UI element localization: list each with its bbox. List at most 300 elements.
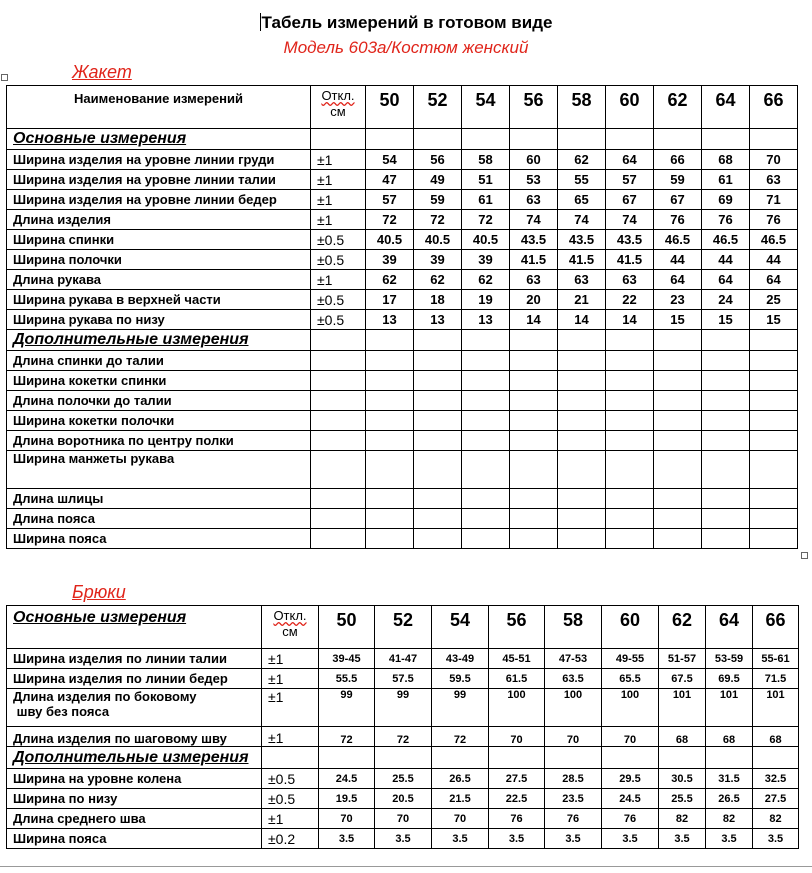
- empty-cell: [366, 431, 414, 451]
- measurement-value: 101: [753, 689, 799, 727]
- empty-cell: [311, 371, 366, 391]
- measurement-value: 44: [750, 250, 798, 270]
- empty-cell: [750, 411, 798, 431]
- measurement-value: 100: [602, 689, 659, 727]
- jacket-section-title: Жакет: [72, 62, 132, 82]
- measurement-value: 19.5: [319, 789, 375, 809]
- empty-cell: [702, 330, 750, 351]
- empty-cell: [606, 129, 654, 150]
- empty-cell: [366, 371, 414, 391]
- measurement-name: Ширина на уровне колена: [7, 769, 262, 789]
- table-row: [7, 190, 798, 210]
- measurement-value: 72: [375, 727, 432, 747]
- measurement-value: 76: [545, 809, 602, 829]
- document-subtitle: Модель 603а/Костюм женский: [283, 38, 529, 57]
- measurement-value: 100: [545, 689, 602, 727]
- measurement-value: 20.5: [375, 789, 432, 809]
- empty-cell: [414, 489, 462, 509]
- measurement-value: 20: [510, 290, 558, 310]
- empty-cell: [414, 330, 462, 351]
- measurement-value: 25: [750, 290, 798, 310]
- measurement-value: 39: [462, 250, 510, 270]
- measurement-name: Ширина манжеты рукава: [7, 451, 311, 489]
- empty-cell: [414, 411, 462, 431]
- empty-cell: [654, 371, 702, 391]
- measurement-value: 65: [558, 190, 606, 210]
- measurement-name: Ширина кокетки полочки: [7, 411, 311, 431]
- measurement-value: 14: [606, 310, 654, 330]
- table-row: [7, 431, 798, 451]
- tolerance-value: ±0.5: [311, 310, 366, 330]
- empty-cell: [366, 489, 414, 509]
- measurement-value: 46.5: [654, 230, 702, 250]
- empty-cell: [414, 351, 462, 371]
- measurement-value: 3.5: [659, 829, 706, 849]
- empty-cell: [558, 371, 606, 391]
- empty-cell: [702, 451, 750, 489]
- trousers-measurements-table: [6, 605, 799, 849]
- empty-cell: [311, 391, 366, 411]
- measurement-name: Длина воротника по центру полки: [7, 431, 311, 451]
- measurement-value: 13: [414, 310, 462, 330]
- size-header: 60: [602, 606, 659, 649]
- measurement-value: 3.5: [706, 829, 753, 849]
- size-header: 50: [319, 606, 375, 649]
- empty-cell: [311, 509, 366, 529]
- empty-cell: [366, 351, 414, 371]
- measurement-value: 54: [366, 150, 414, 170]
- empty-cell: [414, 509, 462, 529]
- measurement-value: 14: [510, 310, 558, 330]
- empty-cell: [750, 509, 798, 529]
- measurement-value: 59: [414, 190, 462, 210]
- measurement-value: 3.5: [432, 829, 489, 849]
- table-move-handle[interactable]: [1, 74, 8, 81]
- measurement-value: 71.5: [753, 669, 799, 689]
- size-header: 62: [654, 86, 702, 129]
- empty-cell: [311, 411, 366, 431]
- measurement-name: Длина рукава: [7, 270, 311, 290]
- table-row: [7, 150, 798, 170]
- tolerance-value: ±0.5: [262, 789, 319, 809]
- measurement-value: 69.5: [706, 669, 753, 689]
- empty-cell: [750, 451, 798, 489]
- tolerance-header-label: Откл.: [273, 608, 307, 623]
- measurement-value: 61: [702, 170, 750, 190]
- measurement-value: 64: [606, 150, 654, 170]
- empty-cell: [654, 351, 702, 371]
- empty-cell: [606, 351, 654, 371]
- empty-cell: [545, 747, 602, 769]
- measurement-value: 13: [462, 310, 510, 330]
- measurement-value: 82: [659, 809, 706, 829]
- measurement-value: 62: [558, 150, 606, 170]
- measurement-value: 41.5: [606, 250, 654, 270]
- table-row: [7, 529, 798, 549]
- measurement-value: 41.5: [510, 250, 558, 270]
- measurement-value: 3.5: [375, 829, 432, 849]
- measurement-value: 62: [462, 270, 510, 290]
- measurement-value: 68: [706, 727, 753, 747]
- measurement-value: 70: [545, 727, 602, 747]
- header-measurement-name: Наименование измерений: [7, 86, 311, 129]
- measurement-value: 63.5: [545, 669, 602, 689]
- empty-cell: [702, 129, 750, 150]
- measurement-value: 64: [702, 270, 750, 290]
- measurement-value: 72: [462, 210, 510, 230]
- empty-cell: [366, 509, 414, 529]
- text-cursor: [260, 13, 261, 31]
- measurement-value: 62: [366, 270, 414, 290]
- empty-cell: [311, 129, 366, 150]
- measurement-value: 53: [510, 170, 558, 190]
- tolerance-value: ±1: [311, 150, 366, 170]
- measurement-name: Ширина по низу: [7, 789, 262, 809]
- table-row: [7, 250, 798, 270]
- empty-cell: [558, 529, 606, 549]
- measurement-value: 3.5: [545, 829, 602, 849]
- measurement-value: 25.5: [375, 769, 432, 789]
- table-row: [7, 371, 798, 391]
- empty-cell: [414, 371, 462, 391]
- empty-cell: [462, 371, 510, 391]
- empty-cell: [558, 509, 606, 529]
- empty-cell: [510, 411, 558, 431]
- measurement-name: Ширина пояса: [7, 829, 262, 849]
- measurement-value: 27.5: [753, 789, 799, 809]
- measurement-value: 13: [366, 310, 414, 330]
- empty-cell: [654, 451, 702, 489]
- measurement-name: Длина шлицы: [7, 489, 311, 509]
- tolerance-value: ±1: [262, 727, 319, 747]
- measurement-value: 69: [702, 190, 750, 210]
- empty-cell: [414, 391, 462, 411]
- measurement-value: 82: [706, 809, 753, 829]
- empty-cell: [510, 489, 558, 509]
- measurement-name: Ширина изделия на уровне линии талии: [7, 170, 311, 190]
- measurement-value: 3.5: [602, 829, 659, 849]
- tolerance-value: ±1: [262, 689, 319, 727]
- empty-cell: [510, 451, 558, 489]
- measurement-value: 47: [366, 170, 414, 190]
- main-measurements-heading: Основные измерения: [7, 129, 311, 150]
- measurement-value: 60: [510, 150, 558, 170]
- measurement-value: 68: [659, 727, 706, 747]
- empty-cell: [702, 371, 750, 391]
- empty-cell: [558, 351, 606, 371]
- empty-cell: [606, 330, 654, 351]
- empty-cell: [606, 391, 654, 411]
- empty-cell: [311, 330, 366, 351]
- empty-cell: [558, 489, 606, 509]
- measurement-name: Длина полочки до талии: [7, 391, 311, 411]
- measurement-value: 43-49: [432, 649, 489, 669]
- table-resize-handle[interactable]: [801, 552, 808, 559]
- size-header: 62: [659, 606, 706, 649]
- table-row: [7, 451, 798, 489]
- tolerance-header: [311, 86, 366, 129]
- measurement-name-line1: Длина изделия по боковому: [13, 689, 197, 704]
- table-row: [7, 769, 799, 789]
- empty-cell: [462, 489, 510, 509]
- measurement-value: 64: [654, 270, 702, 290]
- title-text: Табель измерений в готовом виде: [261, 13, 553, 32]
- measurement-name: Ширина кокетки спинки: [7, 371, 311, 391]
- empty-cell: [654, 129, 702, 150]
- measurement-value: 70: [489, 727, 545, 747]
- measurement-value: 27.5: [489, 769, 545, 789]
- empty-cell: [510, 431, 558, 451]
- empty-cell: [750, 489, 798, 509]
- measurement-value: 40.5: [462, 230, 510, 250]
- measurement-value: 55: [558, 170, 606, 190]
- measurement-name: Длина среднего шва: [7, 809, 262, 829]
- tolerance-value: ±1: [262, 649, 319, 669]
- empty-cell: [750, 371, 798, 391]
- measurement-value: 67: [606, 190, 654, 210]
- empty-cell: [462, 509, 510, 529]
- empty-cell: [702, 509, 750, 529]
- tolerance-value: ±1: [262, 669, 319, 689]
- jacket-measurements-table: [6, 85, 798, 549]
- empty-cell: [654, 489, 702, 509]
- empty-cell: [414, 431, 462, 451]
- measurement-value: 21.5: [432, 789, 489, 809]
- empty-cell: [414, 129, 462, 150]
- empty-cell: [462, 451, 510, 489]
- table-row: [7, 270, 798, 290]
- table-row: [7, 351, 798, 371]
- empty-cell: [311, 451, 366, 489]
- empty-cell: [366, 529, 414, 549]
- measurement-value: 46.5: [750, 230, 798, 250]
- measurement-value: 39: [366, 250, 414, 270]
- measurement-value: 23.5: [545, 789, 602, 809]
- measurement-value: 3.5: [319, 829, 375, 849]
- table-row: [7, 649, 799, 669]
- measurement-name: Ширина изделия по линии талии: [7, 649, 262, 669]
- size-header: 56: [510, 86, 558, 129]
- measurement-value: 41-47: [375, 649, 432, 669]
- measurement-value: 24.5: [319, 769, 375, 789]
- measurement-value: 74: [558, 210, 606, 230]
- empty-cell: [606, 431, 654, 451]
- size-header: 54: [462, 86, 510, 129]
- empty-cell: [753, 747, 799, 769]
- measurement-value: 39-45: [319, 649, 375, 669]
- size-header: 66: [750, 86, 798, 129]
- measurement-value: 63: [558, 270, 606, 290]
- table-row: [7, 210, 798, 230]
- measurement-value: 22.5: [489, 789, 545, 809]
- measurement-value: 51: [462, 170, 510, 190]
- empty-cell: [462, 351, 510, 371]
- measurement-value: 40.5: [414, 230, 462, 250]
- empty-cell: [462, 411, 510, 431]
- empty-cell: [750, 391, 798, 411]
- size-header: 50: [366, 86, 414, 129]
- table-row: [7, 809, 799, 829]
- measurement-value: 17: [366, 290, 414, 310]
- table-row: [7, 230, 798, 250]
- empty-cell: [510, 351, 558, 371]
- table-row: [7, 789, 799, 809]
- measurement-value: 100: [489, 689, 545, 727]
- empty-cell: [414, 451, 462, 489]
- empty-cell: [606, 451, 654, 489]
- empty-cell: [702, 411, 750, 431]
- measurement-value: 55.5: [319, 669, 375, 689]
- measurement-value: 67: [654, 190, 702, 210]
- measurement-value: 22: [606, 290, 654, 310]
- empty-cell: [606, 371, 654, 391]
- empty-cell: [366, 129, 414, 150]
- empty-cell: [654, 391, 702, 411]
- tolerance-value: ±0.5: [311, 250, 366, 270]
- measurement-value: 24: [702, 290, 750, 310]
- measurement-value: 43.5: [510, 230, 558, 250]
- measurement-value: 101: [659, 689, 706, 727]
- measurement-value: 61: [462, 190, 510, 210]
- size-header: 64: [706, 606, 753, 649]
- measurement-value: 3.5: [489, 829, 545, 849]
- measurement-value: 72: [432, 727, 489, 747]
- measurement-value: 45-51: [489, 649, 545, 669]
- measurement-name: Длина изделия: [7, 210, 311, 230]
- measurement-value: 63: [510, 190, 558, 210]
- measurement-value: 24.5: [602, 789, 659, 809]
- table-row: [7, 290, 798, 310]
- measurement-value: 44: [702, 250, 750, 270]
- measurement-name: Длина спинки до талии: [7, 351, 311, 371]
- empty-cell: [510, 371, 558, 391]
- table-row: [7, 669, 799, 689]
- measurement-value: 49-55: [602, 649, 659, 669]
- measurement-value: 30.5: [659, 769, 706, 789]
- measurement-value: 46.5: [702, 230, 750, 250]
- page-bottom-border: [0, 866, 812, 867]
- tolerance-value: ±1: [311, 170, 366, 190]
- measurement-value: 76: [602, 809, 659, 829]
- measurement-value: 76: [750, 210, 798, 230]
- tolerance-value: ±1: [311, 190, 366, 210]
- table-row: [7, 310, 798, 330]
- measurement-value: 56: [414, 150, 462, 170]
- measurement-value: 53-59: [706, 649, 753, 669]
- empty-cell: [659, 747, 706, 769]
- measurement-value: 39: [414, 250, 462, 270]
- empty-cell: [462, 391, 510, 411]
- empty-cell: [654, 411, 702, 431]
- tolerance-value: ±0.5: [311, 230, 366, 250]
- table-row: [7, 170, 798, 190]
- empty-cell: [311, 529, 366, 549]
- measurement-value: 51-57: [659, 649, 706, 669]
- empty-cell: [510, 129, 558, 150]
- empty-cell: [462, 129, 510, 150]
- measurement-value: 58: [462, 150, 510, 170]
- empty-cell: [510, 529, 558, 549]
- measurement-value: 28.5: [545, 769, 602, 789]
- measurement-value: 68: [753, 727, 799, 747]
- measurement-value: 32.5: [753, 769, 799, 789]
- measurement-value: 72: [319, 727, 375, 747]
- measurement-name: Ширина изделия по линии бедер: [7, 669, 262, 689]
- tolerance-value: ±0.5: [262, 769, 319, 789]
- measurement-value: 49: [414, 170, 462, 190]
- measurement-value: 57: [366, 190, 414, 210]
- empty-cell: [702, 529, 750, 549]
- empty-cell: [366, 451, 414, 489]
- tolerance-header-unit: см: [282, 624, 298, 639]
- measurement-name: Длина пояса: [7, 509, 311, 529]
- empty-cell: [750, 129, 798, 150]
- measurement-value: 57.5: [375, 669, 432, 689]
- measurement-value: 70: [602, 727, 659, 747]
- measurement-value: 62: [414, 270, 462, 290]
- measurement-value: 65.5: [602, 669, 659, 689]
- empty-cell: [462, 431, 510, 451]
- empty-cell: [558, 129, 606, 150]
- empty-cell: [606, 509, 654, 529]
- empty-cell: [654, 529, 702, 549]
- measurement-value: 70: [319, 809, 375, 829]
- measurement-value: 76: [489, 809, 545, 829]
- measurement-value: 76: [702, 210, 750, 230]
- measurement-value: 70: [375, 809, 432, 829]
- measurement-value: 19: [462, 290, 510, 310]
- measurement-value: 66: [654, 150, 702, 170]
- tolerance-value: ±0.2: [262, 829, 319, 849]
- empty-cell: [558, 411, 606, 431]
- measurement-name: Ширина рукава по низу: [7, 310, 311, 330]
- empty-cell: [311, 431, 366, 451]
- measurement-value: 101: [706, 689, 753, 727]
- measurement-value: 55-61: [753, 649, 799, 669]
- empty-cell: [432, 747, 489, 769]
- measurement-value: 70: [432, 809, 489, 829]
- empty-cell: [702, 431, 750, 451]
- empty-cell: [702, 351, 750, 371]
- extra-measurements-heading: Дополнительные измерения: [7, 330, 311, 351]
- measurement-value: 74: [606, 210, 654, 230]
- empty-cell: [510, 509, 558, 529]
- empty-cell: [750, 330, 798, 351]
- size-header: 64: [702, 86, 750, 129]
- empty-cell: [558, 330, 606, 351]
- empty-cell: [706, 747, 753, 769]
- empty-cell: [262, 747, 319, 769]
- tolerance-header-unit: см: [330, 104, 346, 119]
- tolerance-value: ±1: [262, 809, 319, 829]
- measurement-value: 82: [753, 809, 799, 829]
- table-row: [7, 509, 798, 529]
- measurement-name: Ширина полочки: [7, 250, 311, 270]
- measurement-value: 59: [654, 170, 702, 190]
- size-header: 58: [545, 606, 602, 649]
- empty-cell: [510, 391, 558, 411]
- measurement-name: Ширина спинки: [7, 230, 311, 250]
- measurement-value: 76: [654, 210, 702, 230]
- measurement-name: Длина изделия по шаговому шву: [7, 727, 262, 747]
- measurement-value: 31.5: [706, 769, 753, 789]
- table-row: [7, 689, 799, 727]
- empty-cell: [558, 431, 606, 451]
- empty-cell: [319, 747, 375, 769]
- empty-cell: [311, 489, 366, 509]
- trousers-section-title: Брюки: [72, 582, 126, 602]
- measurement-value: 99: [319, 689, 375, 727]
